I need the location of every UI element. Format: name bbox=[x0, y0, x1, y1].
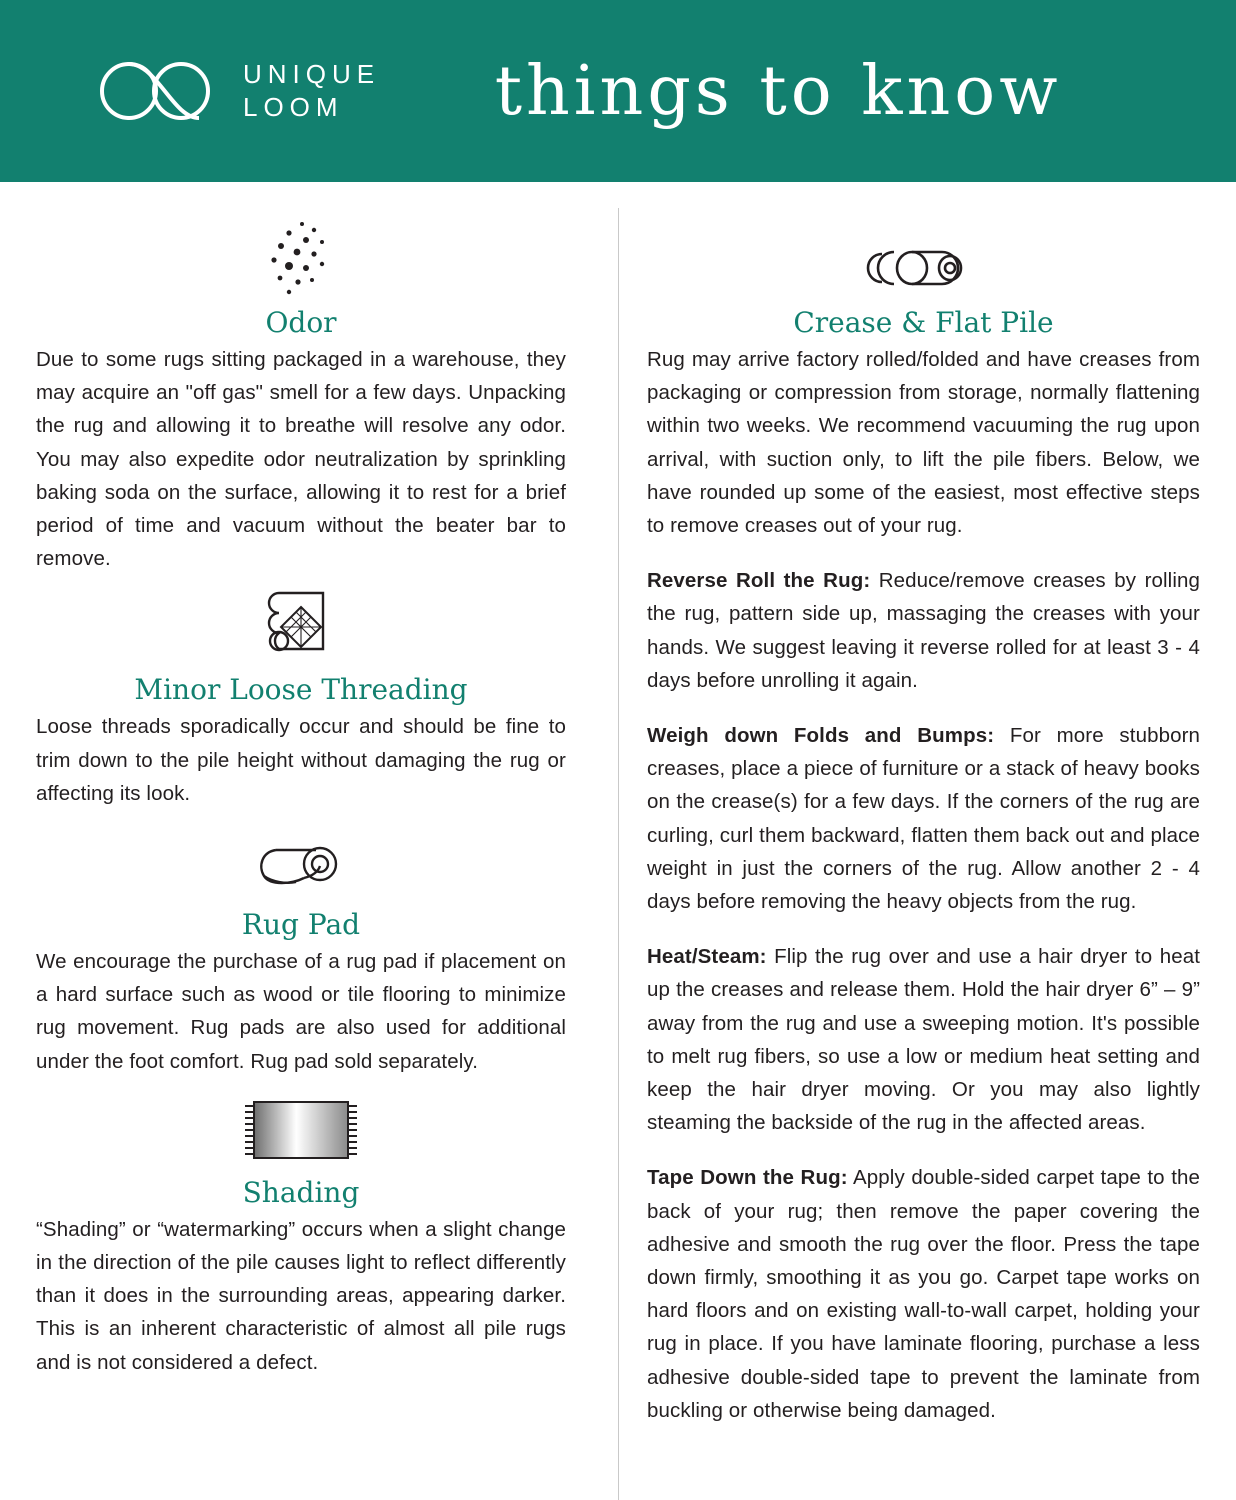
section-title-shading: Shading bbox=[242, 1175, 360, 1209]
column-divider bbox=[618, 208, 619, 1500]
section-text-odor: Due to some rugs sitting packaged in a warehouse, they may acquire an "off gas" smell for a few days. Unpacking the rug and allowing it to breathe will resolve any odor. You may also expedite odor neutralization by sprinkling baking soda on the surface, allowing it to rest for a brief period of time and vacuum without the beater bar to remove. bbox=[36, 348, 566, 571]
rug-pad-roll-icon bbox=[36, 810, 566, 902]
right-column bbox=[641, 208, 1200, 1500]
brand-name-line1: UNIQUE bbox=[243, 58, 381, 89]
infinity-loom-logo-icon bbox=[95, 56, 225, 126]
tip-label: Heat/Steam: bbox=[647, 945, 767, 969]
section-title-rug-pad: Rug Pad bbox=[241, 908, 361, 942]
section-text-shading: “Shading” or “watermarking” occurs when a slight change in the direction of the pile causes light to reflect differently than it does in the surrounding areas, appearing darker. This is an inherent characteristic of almost all pile rugs and is not considered a defect. bbox=[36, 1217, 566, 1374]
tip-text: Flip the rug over and use a hair dryer to heat up the creases and release them. Hold the hair dryer 6” – 9” away from the rug and use a sweeping motion. It's possible to melt rug fibers, so use a low or medium heat setting and keep the hair dryer moving. Or you may also lightly steaming the backside of the rug in the affected areas. bbox=[647, 945, 1200, 1135]
section-title-crease: Crease & Flat Pile bbox=[793, 306, 1054, 339]
tip-tape-down bbox=[647, 1161, 1200, 1427]
rolled-rug-icon bbox=[36, 575, 566, 667]
section-title-odor: Odor bbox=[265, 306, 337, 339]
tip-weigh-down bbox=[647, 719, 1200, 918]
tip-label: Tape Down the Rug: bbox=[647, 1166, 848, 1190]
tip-reverse-roll bbox=[647, 564, 1200, 697]
tip-heat-steam bbox=[647, 940, 1200, 1139]
brand-name-line2: LOOM bbox=[243, 92, 344, 122]
tip-label: Reverse Roll the Rug: bbox=[647, 569, 871, 593]
section-text-rug-pad: We encourage the purchase of a rug pad if placement on a hard surface such as wood or tile flooring to minimize rug movement. Rug pads are also used for additional under the foot comfort. Rug pad sold separately. bbox=[36, 950, 566, 1073]
tip-text: For more stubborn creases, place a piece of furniture or a stack of heavy books on the crease(s) for a few days. If the corners of the rug are curling, curl them backward, flatten them back out and place weight in just the corners of the rug. Allow another 2 - 4 days before removing the heavy objects from the rug. bbox=[647, 724, 1200, 914]
left-column bbox=[36, 208, 596, 1500]
rolled-pile-icon bbox=[647, 208, 1200, 300]
shaded-rug-icon bbox=[36, 1078, 566, 1170]
section-text-crease-intro: Rug may arrive factory rolled/folded and have creases from packaging or compression from storage, normally flattening within two weeks. We recommend vacuuming the rug upon arrival, with suction only, to lift the pile fibers. Below, we have rounded up some of the easiest, most effective steps to remove creases out of your rug. bbox=[647, 348, 1200, 538]
tip-text: Reduce/remove creases by rolling the rug, pattern side up, massaging the creases with your hands. We suggest leaving it reverse rolled for at least 3 - 4 days before unrolling it again. bbox=[647, 569, 1200, 692]
tip-text: Apply double-sided carpet tape to the back of your rug; then remove the paper covering the adhesive and smooth the rug over the floor. Press the tape down firmly, smoothing it as you go. Carpet tape works on hard floors and on existing wall-to-wall carpet, holding your rug in place. If you have laminate flooring, purchase a less adhesive double-sided tape to prevent the laminate from buckling or otherwise being damaged. bbox=[647, 1166, 1200, 1422]
tip-label: Weigh down Folds and Bumps: bbox=[647, 724, 995, 748]
brand-lockup bbox=[95, 56, 380, 126]
odor-dots-icon bbox=[36, 208, 566, 300]
page-header bbox=[0, 0, 1236, 182]
page-title: things to know bbox=[494, 51, 1062, 131]
content-area bbox=[0, 182, 1236, 1500]
section-title-threading: Minor Loose Threading bbox=[134, 673, 468, 707]
brand-name bbox=[243, 58, 380, 125]
section-text-threading: Loose threads sporadically occur and should be fine to trim down to the pile height without damaging the rug or affecting its look. bbox=[36, 715, 566, 805]
